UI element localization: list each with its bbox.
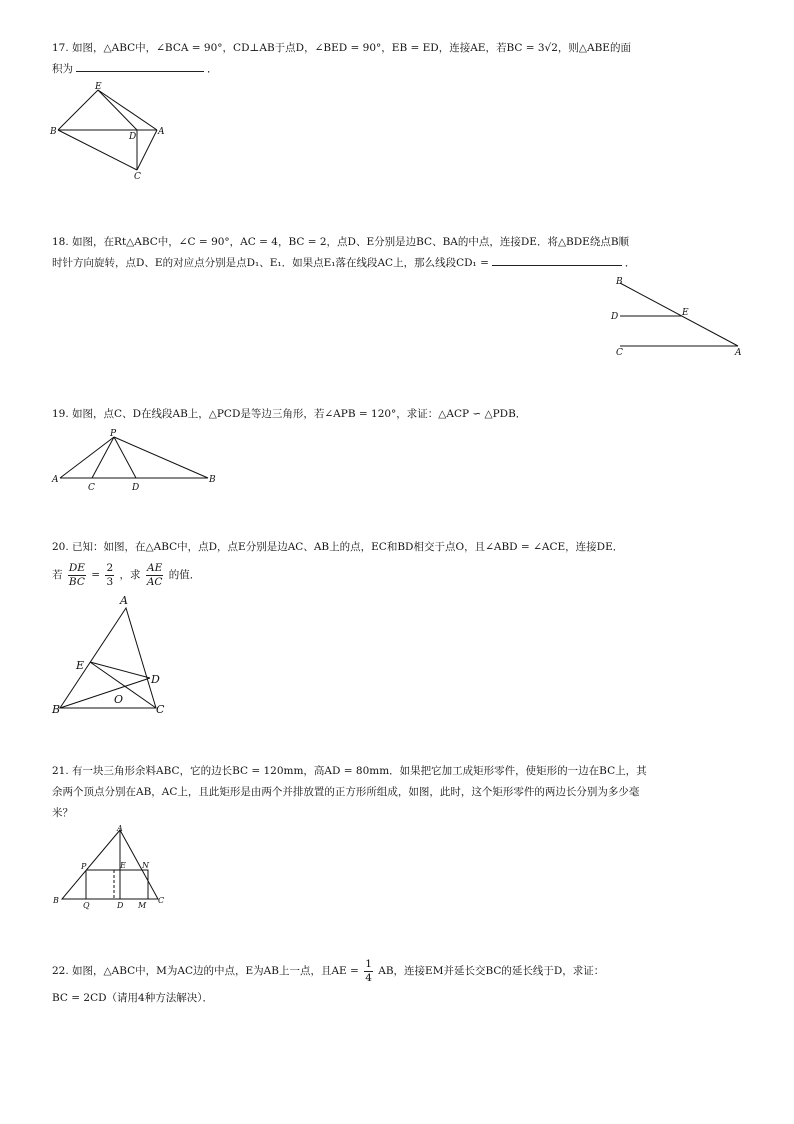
q18-tail: ． [624, 257, 636, 269]
question-19 [52, 404, 742, 425]
q22-suffix: AB，连接EM并延长交BC的延长线于D，求证： [378, 965, 605, 977]
q20-label-D: D [151, 673, 160, 686]
q17-figure [50, 80, 180, 180]
q21-label-D: D [117, 901, 124, 910]
q22-line2: BC = 2CD（请用4种方法解决）． [52, 992, 213, 1004]
question-22 [52, 954, 742, 1009]
q20-seg-ED [90, 662, 150, 678]
q18-label-C: C [616, 348, 623, 358]
q19-seg-PA [60, 437, 114, 478]
q18-seg-BA [620, 283, 738, 346]
q22-line1 [52, 954, 742, 988]
q21-rectangle-PQMN [86, 870, 148, 899]
q20-fraction-ae-ac [146, 562, 164, 589]
q17-label-A: A [158, 127, 165, 137]
q20-fraction-de-bc [68, 562, 86, 589]
q19-label-P: P [110, 429, 117, 439]
q17-seg-EA [98, 90, 157, 130]
q20-label-B: B [52, 703, 61, 716]
q17-label-B: B [50, 127, 57, 137]
q21-label-M: M [138, 901, 147, 910]
q21-line1: 21. 有一块三角形余料ABC，它的边长BC = 120mm，高AD = 80mm．如果把它加工成矩形零件，使矩形的一边在BC上，其 [52, 765, 647, 777]
q20-label-O: O [114, 693, 124, 706]
q21-label-P: P [81, 862, 87, 871]
q17-line2 [52, 59, 742, 80]
q22-fraction-1-4 [364, 958, 373, 985]
q17-label-E: E [95, 82, 102, 92]
q19-seg-PD [114, 437, 136, 478]
q17-seg-BE [58, 90, 98, 130]
q22-frac-denominator: 4 [365, 971, 372, 984]
q20-equals: = [91, 569, 101, 581]
q19-label-B: B [209, 475, 216, 485]
q20-seg-BD [60, 678, 150, 708]
q21-line3: 米？ [52, 807, 73, 819]
q17-label-C: C [134, 172, 141, 182]
q21-figure [52, 822, 182, 912]
q20-fraction-2-3 [105, 562, 114, 589]
q20-line2 [52, 558, 742, 592]
q17-seg-ED [98, 90, 137, 130]
q18-answer-blank[interactable] [492, 253, 622, 266]
q17-line1: 17. 如图，△ABC中，∠BCA = 90°，CD⊥AB于点D，∠BED = 90°，EB = ED，连接AE，若BC = 3√2，则△ABE的面 [52, 42, 631, 54]
q17-answer-blank[interactable] [76, 59, 204, 72]
q21-label-Q: Q [83, 901, 90, 910]
q18-label-B: B [616, 277, 623, 287]
q20-suffix: 的值． [168, 569, 201, 581]
q19-seg-PC [92, 437, 114, 478]
question-17 [52, 38, 742, 80]
q17-seg-BC [58, 130, 137, 170]
q19-label-D: D [132, 483, 140, 493]
q18-answer-prefix: 时针方向旋转，点D、E的对应点分别是点D₁、E₁．如果点E₁落在线段AC上，那么线段CD₁ = [52, 257, 489, 269]
q18-figure [612, 275, 752, 365]
q20-frac1-denominator: BC [68, 575, 85, 588]
q20-label-C: C [156, 703, 165, 716]
q21-label-A: A [117, 824, 123, 833]
q18-label-E: E [682, 308, 689, 318]
q17-label-D: D [129, 132, 137, 142]
q17-tail: ． [207, 63, 218, 75]
q18-line2 [52, 253, 742, 274]
q21-label-E: E [120, 861, 126, 870]
q20-frac2-numerator: 2 [106, 561, 114, 574]
q20-label-E: E [76, 659, 85, 672]
q20-line1: 20. 已知：如图，在△ABC中，点D，点E分别是边AC、AB上的点，EC和BD相交于点O，且∠ABD = ∠ACE，连接DE． [52, 541, 624, 553]
q21-label-C: C [158, 896, 165, 905]
q22-prefix: 22. 如图，△ABC中，M为AC边的中点，E为AB上一点，且AE = [52, 965, 359, 977]
q22-frac-numerator: 1 [365, 957, 372, 970]
question-21 [52, 761, 742, 824]
q20-figure [52, 592, 182, 722]
q20-frac3-denominator: AC [146, 575, 163, 588]
q19-label-A: A [52, 475, 59, 485]
q19-label-C: C [88, 483, 95, 493]
q20-prefix: 若 [52, 569, 63, 581]
q19-figure [52, 428, 222, 498]
q21-label-B: B [53, 896, 59, 905]
question-18 [52, 232, 742, 274]
q19-seg-PB [114, 437, 208, 478]
q20-mid: ，求 [119, 569, 141, 581]
q20-frac1-numerator: DE [68, 561, 85, 574]
q19-line1: 19. 如图，点C、D在线段AB上，△PCD是等边三角形，若∠APB = 120°，求证：△ACP ∽ △PDB． [52, 408, 527, 420]
q20-frac2-denominator: 3 [106, 575, 114, 588]
q20-frac3-numerator: AE [147, 561, 163, 574]
q18-label-A: A [735, 348, 742, 358]
q21-line2: 余两个顶点分别在AB，AC上，且此矩形是由两个并排放置的正方形所组成，如图，此时，这个矩形零件的两边长分别为多少毫 [52, 786, 640, 798]
q18-label-D: D [611, 312, 619, 322]
q17-seg-CA [137, 130, 157, 170]
q17-answer-prefix: 积为 [52, 63, 73, 75]
q20-label-A: A [120, 594, 128, 607]
question-20 [52, 537, 742, 592]
q21-label-N: N [142, 861, 149, 870]
q20-triangle-ABC [60, 608, 156, 708]
q18-line1: 18. 如图，在Rt△ABC中，∠C = 90°，AC = 4，BC = 2，点D、E分别是边BC、BA的中点，连接DE．将△BDE绕点B顺 [52, 236, 630, 248]
